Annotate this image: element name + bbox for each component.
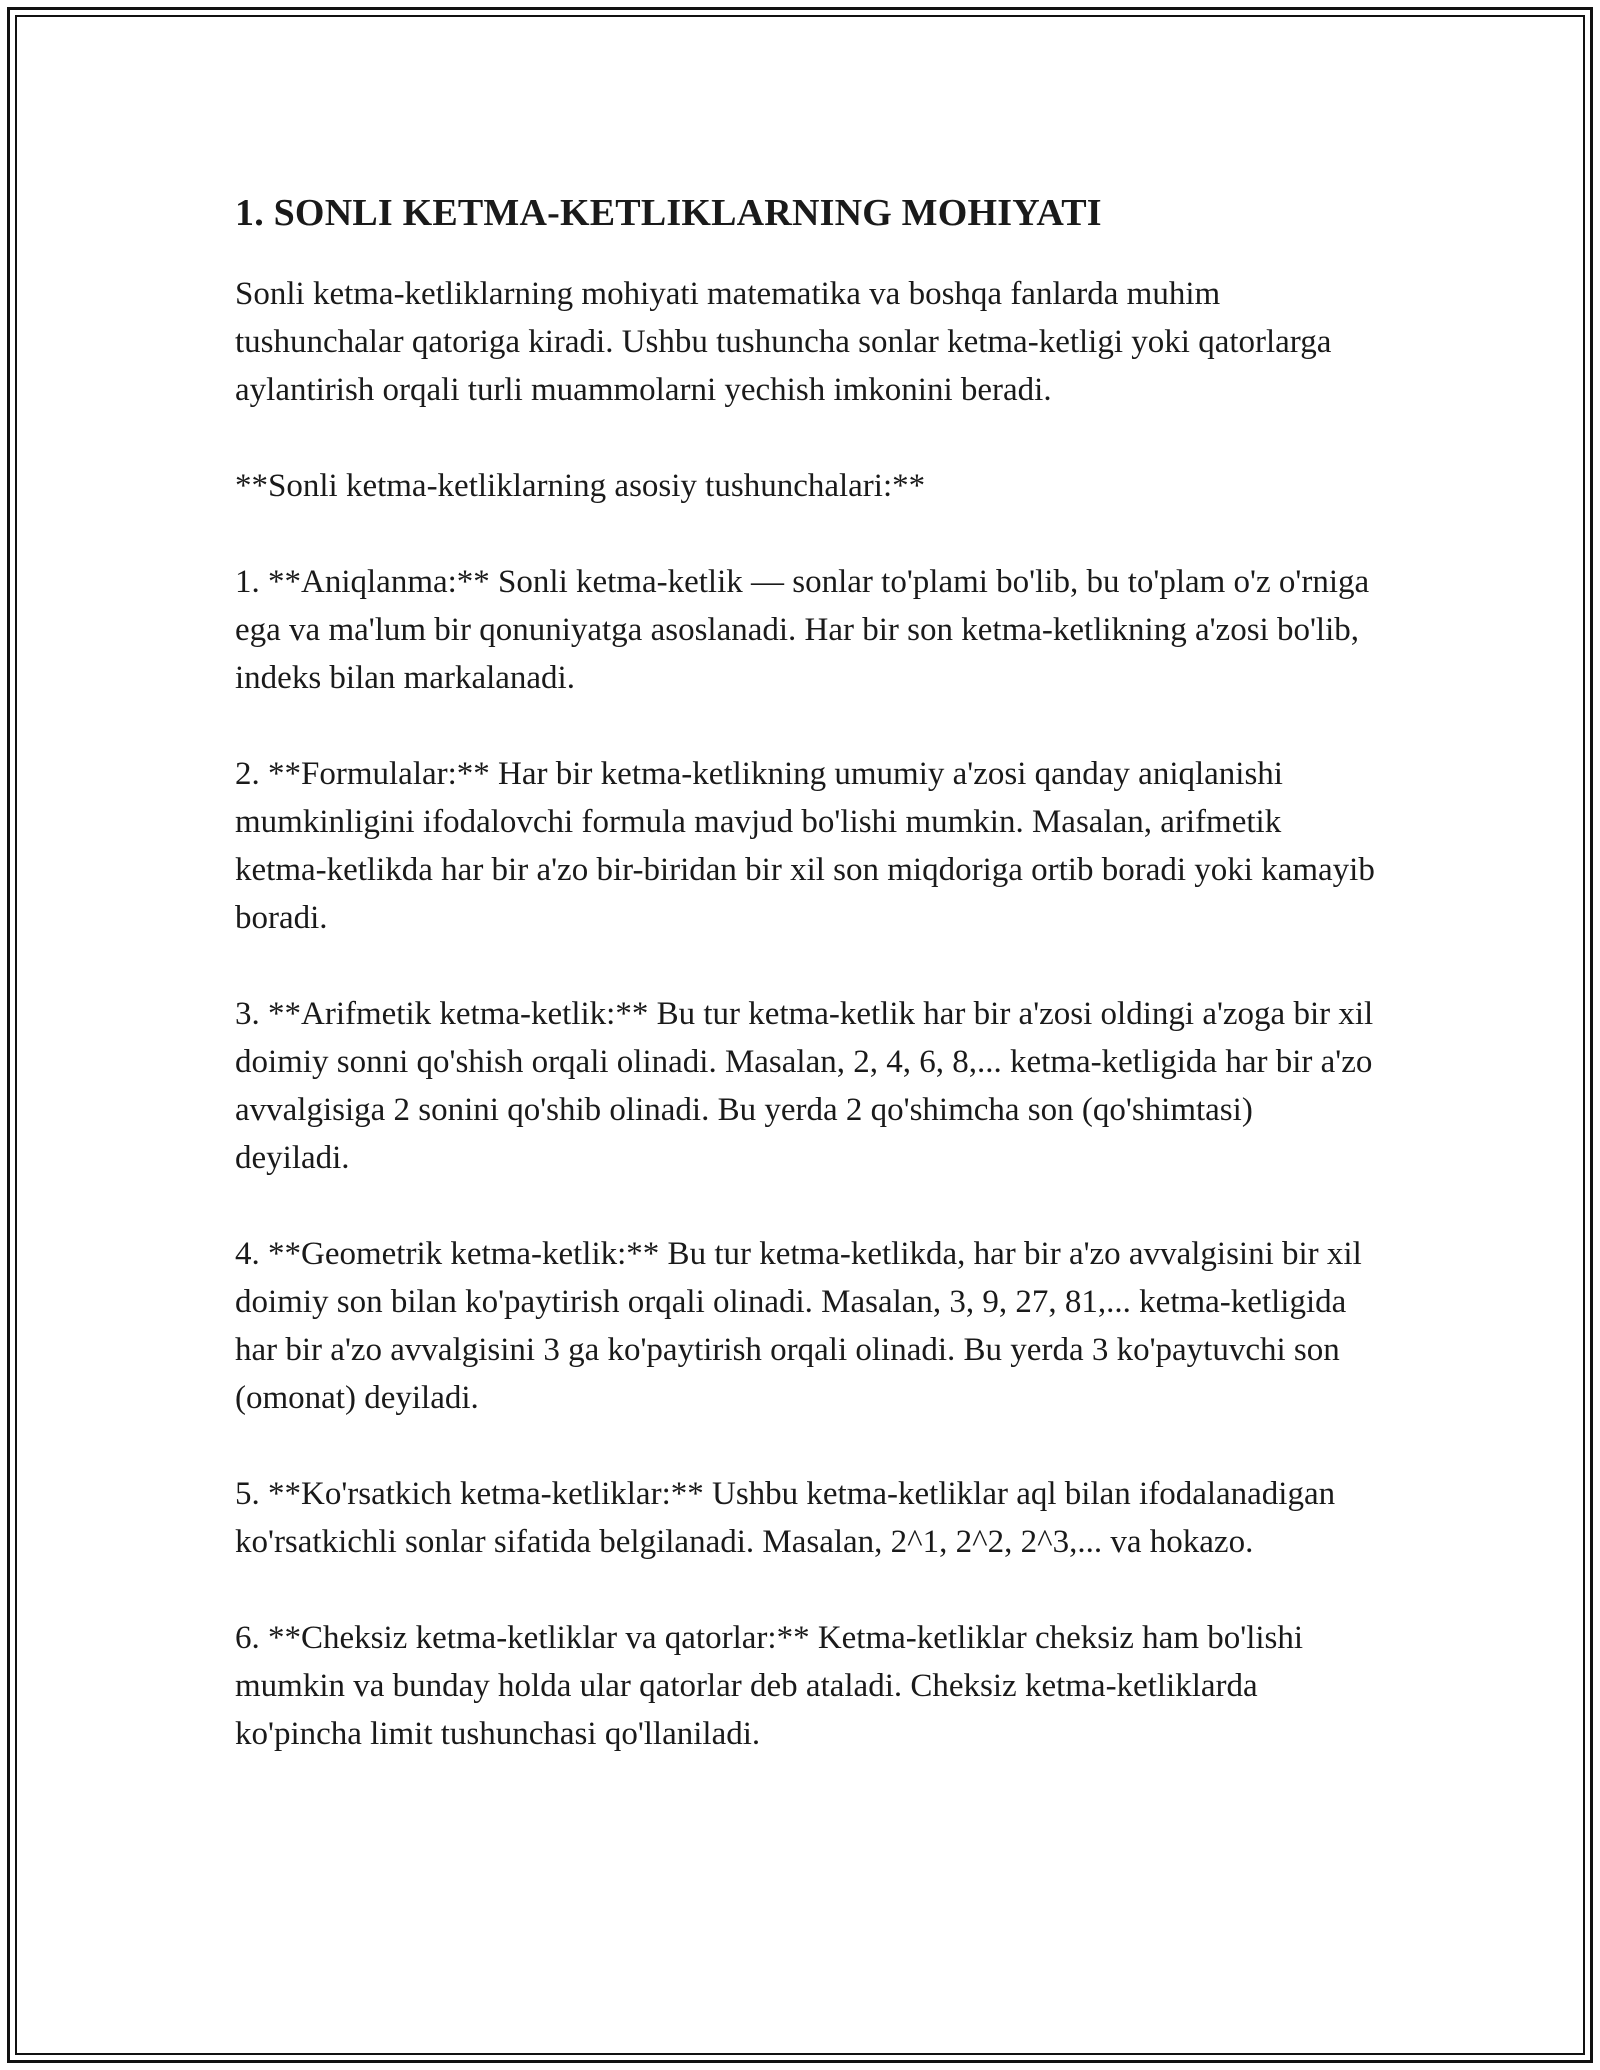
list-item-infinite: 6. **Cheksiz ketma-ketliklar va qatorlar:** Ketma-ketliklar cheksiz ham bo'lishi mumkin va bunday holda ular qatorlar deb ataladi. Cheksiz ketma-ketliklarda ko'pincha limit tushunchasi qo'llaniladi. — [235, 1620, 1304, 1752]
document-body — [235, 180, 1375, 1806]
list-item-definition: 1. **Aniqlanma:** Sonli ketma-ketlik — sonlar to'plami bo'lib, bu to'plam o'z o'rniga ega va ma'lum bir qonuniyatga asoslanadi. Har bir son ketma-ketlikning a'zosi bo'lib, indeks bilan markalanadi. — [235, 564, 1370, 696]
list-item-arithmetic: 3. **Arifmetik ketma-ketlik:** Bu tur ketma-ketlik har bir a'zosi oldingi a'zoga bir xil doimiy sonni qo'shish orqali olinadi. Masalan, 2, 4, 6, 8,... ketma-ketligida har bir a'zo avvalgisiga 2 sonini qo'shib olinadi. Bu yerda 2 qo'shimcha son (qo'shimtasi) deyiladi. — [235, 996, 1374, 1176]
list-item-geometric: 4. **Geometrik ketma-ketlik:** Bu tur ketma-ketlikda, har bir a'zo avvalgisini bir xil doimiy son bilan ko'paytirish orqali olinadi. Masalan, 3, 9, 27, 81,... ketma-ketligida har bir a'zo avvalgisini 3 ga ko'paytirish orqali olinadi. Bu yerda 3 ko'paytuvchi son (omonat) deyiladi. — [235, 1236, 1362, 1416]
section-subheading: **Sonli ketma-ketliklarning asosiy tushunchalari:** — [235, 468, 926, 504]
list-item-exponential: 5. **Ko'rsatkich ketma-ketliklar:** Ushbu ketma-ketliklar aql bilan ifodalanadigan ko'rsatkichli sonlar sifatida belgilanadi. Masalan, 2^1, 2^2, 2^3,... va hokazo. — [235, 1476, 1336, 1560]
list-item-formulas: 2. **Formulalar:** Har bir ketma-ketlikning umumiy a'zosi qanday aniqlanishi mumkinligini ifodalovchi formula mavjud bo'lishi mumkin. Masalan, arifmetik ketma-ketlikda har bir a'zo bir-biridan bir xil son miqdoriga ortib boradi yoki kamayib boradi. — [235, 756, 1375, 936]
document-title: 1. SONLI KETMA-KETLIKLARNING MOHIYATI — [235, 192, 1102, 234]
intro-paragraph: Sonli ketma-ketliklarning mohiyati matematika va boshqa fanlarda muhim tushunchalar qatoriga kiradi. Ushbu tushuncha sonlar ketma-ketligi yoki qatorlarga aylantirish orqali turli muammolarni yechish imkonini beradi. — [235, 276, 1332, 408]
